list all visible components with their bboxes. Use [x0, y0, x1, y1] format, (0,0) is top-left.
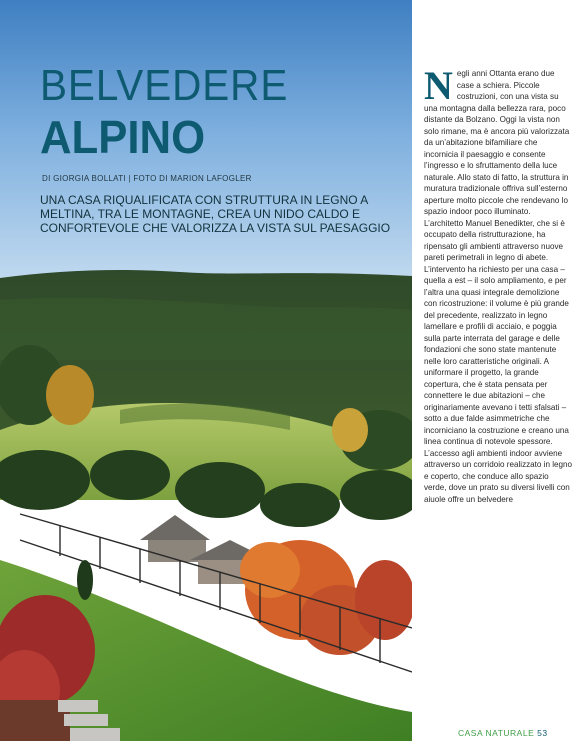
drop-cap: N	[424, 63, 453, 108]
body-column	[424, 63, 573, 698]
article-title	[40, 62, 400, 162]
page-number: 53	[537, 728, 548, 738]
body-text: egli anni Ottanta erano due case a schiera. Piccole costruzioni, con una vista su una montagna dalla bellezza rara, poco distante da Bolzano. Oggi la vista non solo rimane, ma è ancora più valorizzata da un’abitazione bifamiliare che incornicia il paesaggio e consente l’ingresso e lo sfruttamento della luce naturale. Allo stato di fatto, la struttura in muratura tradizionale offriva sull’esterno aperture molto piccole che rendevano lo spazio indoor poco illuminato. L’architetto Manuel Benedikter, che si è occupato della ristrutturazione, ha ripensato gli ambienti attraverso nuove pareti perimetrali in legno di abete. L’intervento ha richiesto per una casa – quella a est – il solo ampliamento, e per l’altra una quasi integrale demolizione con ricostruzione: il volume è più grande del precedente, realizzato in legno lamellare e profili di acciaio, e poggia sulla parte interrata del garage e delle fondazioni che sono state mantenute nelle loro caratteristiche originali. A uniformare il progetto, la grande copertura, che è stata pensata per connettere le due abitazioni – che originariamente avevano i tetti sfalsati – sotto a due falde asimmetriche che incorniciano la costruzione e creano una linea continua di notevole spessore. L’accesso agli ambienti indoor avviene attraverso un corridoio realizzato in legno e coperto, che conduce allo spazio verde, dove un prato su diversi livelli con aiuole offre un belvedere	[424, 69, 573, 504]
title-line-1: BELVEDERE	[40, 61, 289, 110]
page-footer	[458, 728, 548, 738]
magazine-name: CASA NATURALE	[458, 728, 535, 738]
autumn-tree	[240, 540, 412, 655]
article-subtitle: UNA CASA RIQUALIFICATA CON STRUTTURA IN LEGNO A MELTINA, TRA LE MONTAGNE, CREA UN NIDO CALDO E CONFORTEVOLE CHE VALORIZZA LA VISTA SUL PAESAGGIO	[40, 193, 391, 235]
byline: DI GIORGIA BOLLATI | FOTO DI MARION LAFOGLER	[42, 174, 252, 183]
title-line-2: ALPINO	[40, 111, 206, 163]
